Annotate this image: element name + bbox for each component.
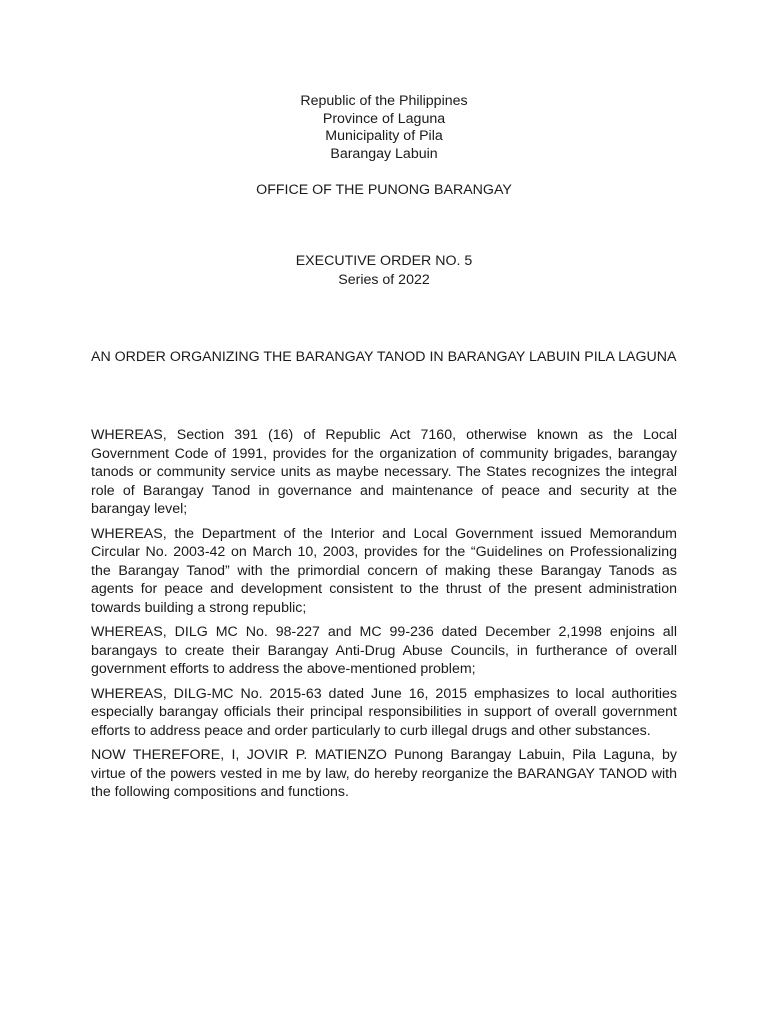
office-heading: OFFICE OF THE PUNONG BARANGAY (256, 182, 512, 198)
order-title: AN ORDER ORGANIZING THE BARANGAY TANOD IN BARANGAY LABUIN PILA LAGUNA (91, 349, 677, 365)
now-therefore-paragraph: NOW THEREFORE, I, JOVIR P. MATIENZO Punong Barangay Labuin, Pila Laguna, by virtue of the powers vested in me by law, do hereby reorganize the BARANGAY TANOD with the following compositions and functions. (91, 747, 677, 800)
executive-order-series: Series of 2022 (338, 271, 430, 288)
letterhead-municipality: Municipality of Pila (325, 128, 443, 144)
letterhead-country: Republic of the Philippines (300, 93, 468, 109)
whereas-paragraph-1: WHEREAS, Section 391 (16) of Republic Act 7160, otherwise known as the Local Government Code of 1991, provides for the organization of community brigades, barangay tanods or community service units as maybe necessary. The States recognizes the integral role of Barangay Tanod in governance and maintenance of peace and security at the barangay level; (91, 427, 677, 517)
letterhead (0, 93, 768, 163)
letterhead-barangay: Barangay Labuin (330, 145, 438, 162)
letterhead-province: Province of Laguna (322, 110, 446, 127)
whereas-paragraph-2: WHEREAS, the Department of the Interior and Local Government issued Memorandum Circular No. 2003-42 on March 10, 2003, provides for the “Guidelines on Professionalizing the Barangay Tanod” with the primordial concern of making these Barangay Tanods as agents for peace and development consistent to the thrust of the present administration towards building a strong republic; (91, 525, 677, 616)
whereas-paragraph-4: WHEREAS, DILG-MC No. 2015-63 dated June 16, 2015 emphasizes to local authorities especially barangay officials their principal responsibilities in support of overall government efforts to address peace and order particularly to curb illegal drugs and other substances. (91, 685, 677, 739)
executive-order-heading (0, 252, 768, 289)
whereas-paragraph-3: WHEREAS, DILG MC No. 98-227 and MC 99-236 dated December 2,1998 enjoins all barangays to create their Barangay Anti-Drug Abuse Councils, in furtherance of overall government efforts to address the above-mentioned problem; (91, 624, 677, 677)
order-body (91, 426, 677, 808)
executive-order-number: EXECUTIVE ORDER NO. 5 (295, 253, 473, 269)
